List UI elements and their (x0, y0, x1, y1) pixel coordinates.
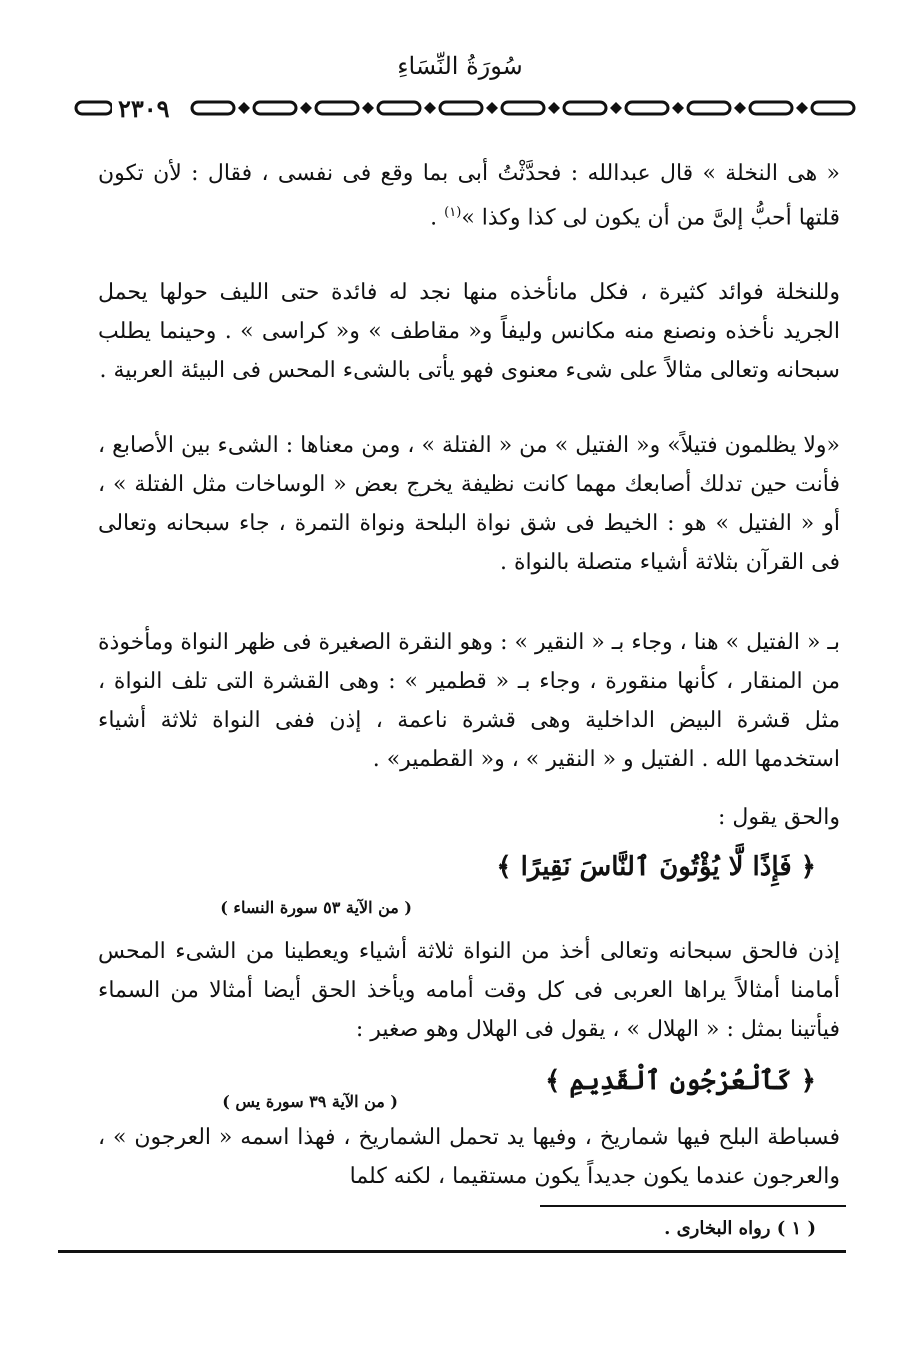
footnote-divider (540, 1205, 846, 1207)
quran-verse-2: ﴿ كَٱلْعُرْجُونِ ٱلْقَدِيمِ ﴾ (545, 1066, 816, 1096)
chain-ornament-icon (72, 88, 862, 128)
paragraph-5: والحق يقول : (718, 805, 840, 830)
paragraph-4: بـ « الفتيل » هنا ، وجاء بـ « النقير » : وهو النقرة الصغيرة فى ظهر النواة ومأخوذة من المنقار ، كأنها منقورة ، وجاء بـ « قطمير » : وهى القشرة التى تلف النواة ، مثل قشرة البيض الداخلية وهى قشرة ناعمة ، إذن ففى النواة ثلاثة أشياء استخدمها الله . الفتيل و « النقير » ، و« القطمير» . (98, 630, 840, 772)
surah-title: سُورَةُ النِّسَاءِ (397, 52, 523, 80)
paragraph-1-end: . (430, 205, 445, 231)
footnote: ( ١ ) رواه البخارى . (664, 1218, 816, 1239)
page-bottom-rule (58, 1250, 846, 1253)
paragraph-6: إذن فالحق سبحانه وتعالى أخذ من النواة ثلاثة أشياء ويعطينا من الشىء المحس أمامنا أمثالاً يراها العربى فى كل وقت أمامه ويأخذ الحق أيضا أمثالا من السماء فيأتينا بمثل : « الهلال » ، يقول فى الهلال وهو صغير : (98, 939, 840, 1042)
footnote-marker: (١) (444, 205, 462, 220)
verse-2-reference: ( من الآية ٣٩ سورة يس ) (222, 1092, 398, 1111)
paragraph-2: وللنخلة فوائد كثيرة ، فكل مانأخذه منها نجد له فائدة حتى الليف حولها يحمل الجريد نأخذه ونصنع منه مكانس وليفاً و« مقاطف » و« كراسى » . وحينما يطلب سبحانه وتعالى مثالاً على شىء معنوى فهو يأتى بالشىء المحس فى البيئة العربية . (98, 280, 840, 383)
paragraph-1 (98, 154, 840, 237)
ornamental-header-band (72, 88, 862, 128)
verse-1-reference: ( من الآية ٥٣ سورة النساء ) (220, 898, 412, 917)
paragraph-1-text: « هى النخلة » قال عبدالله : فحدَّثْتُ أبى بما وقع فى نفسى ، فقال : لأن تكون قلتها أحبُّ إلىَّ من أن يكون لى كذا وكذا » (98, 161, 840, 231)
paragraph-3: «ولا يظلمون فتيلاً» و« الفتيل » من « الفتلة » ، ومن معناها : الشىء بين الأصابع ، فأنت حين تدلك أصابعك مهما كانت نظيفة يخرج بعض « الوساخات مثل الفتلة » ، أو « الفتيل » هو : الخيط فى شق نواة البلحة ونواة التمرة ، جاء سبحانه وتعالى فى القرآن بثلاثة أشياء متصلة بالنواة . (98, 433, 840, 575)
quran-verse-1: ﴿ فَإِذًا لَّا يُؤْتُونَ ٱلنَّاسَ نَقِيرًا ﴾ (496, 852, 816, 882)
page-number: ٢٣٠٩ (112, 94, 176, 123)
paragraph-7: فسباطة البلح فيها شماريخ ، وفيها يد تحمل الشماريخ ، فهذا اسمه « العرجون » ، والعرجون عندما يكون جديداً يكون مستقيما ، لكنه كلما (98, 1125, 840, 1189)
